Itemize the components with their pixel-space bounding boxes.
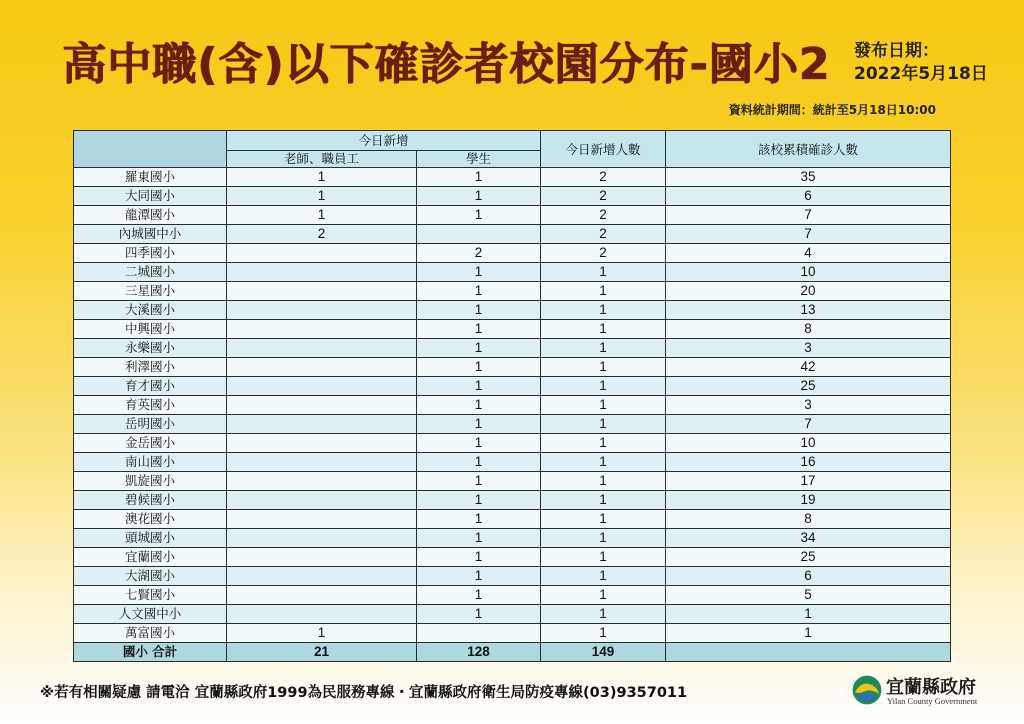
cumulative-count: 19 [666, 491, 951, 510]
table-row [74, 415, 951, 434]
cases-table [73, 130, 951, 662]
student-count: 1 [417, 415, 541, 434]
school-name: 龍潭國小 [74, 206, 227, 225]
school-name: 三星國小 [74, 282, 227, 301]
school-name: 大溪國小 [74, 301, 227, 320]
student-count: 1 [417, 301, 541, 320]
staff-count [227, 320, 417, 339]
staff-count [227, 567, 417, 586]
table-row [74, 548, 951, 567]
school-name: 二城國小 [74, 263, 227, 282]
student-count: 1 [417, 377, 541, 396]
today-count: 2 [541, 244, 666, 263]
staff-count [227, 396, 417, 415]
table-row [74, 339, 951, 358]
student-count: 1 [417, 396, 541, 415]
school-name: 羅東國小 [74, 168, 227, 187]
today-count: 1 [541, 320, 666, 339]
cumulative-count: 1 [666, 624, 951, 643]
school-name: 中興國小 [74, 320, 227, 339]
today-count: 1 [541, 529, 666, 548]
total-label: 國小 合計 [74, 643, 227, 662]
student-count: 1 [417, 529, 541, 548]
cumulative-count: 4 [666, 244, 951, 263]
school-name: 碧候國小 [74, 491, 227, 510]
school-name: 四季國小 [74, 244, 227, 263]
student-count: 1 [417, 168, 541, 187]
today-count: 1 [541, 548, 666, 567]
logo-subtitle: Yilan County Government [887, 696, 978, 706]
today-count: 2 [541, 168, 666, 187]
table-row [74, 453, 951, 472]
cumulative-count: 5 [666, 586, 951, 605]
student-count: 2 [417, 244, 541, 263]
publish-date: 2022年5月18日 [854, 64, 988, 84]
today-count: 2 [541, 225, 666, 244]
student-count: 1 [417, 453, 541, 472]
student-count: 1 [417, 358, 541, 377]
school-name: 凱旋國小 [74, 472, 227, 491]
table-row [74, 624, 951, 643]
publish-info [854, 40, 988, 86]
student-count: 1 [417, 187, 541, 206]
today-count: 2 [541, 206, 666, 225]
student-count: 1 [417, 548, 541, 567]
student-count: 1 [417, 605, 541, 624]
school-name: 萬富國小 [74, 624, 227, 643]
today-count: 1 [541, 396, 666, 415]
staff-count [227, 415, 417, 434]
cumulative-count: 35 [666, 168, 951, 187]
table-row [74, 263, 951, 282]
student-count: 1 [417, 206, 541, 225]
school-name: 利澤國小 [74, 358, 227, 377]
staff-count: 1 [227, 187, 417, 206]
school-name: 南山國小 [74, 453, 227, 472]
staff-count [227, 358, 417, 377]
student-count: 1 [417, 491, 541, 510]
total-today: 149 [541, 643, 666, 662]
cumulative-count: 6 [666, 187, 951, 206]
table-row [74, 206, 951, 225]
today-count: 1 [541, 491, 666, 510]
cumulative-count: 8 [666, 510, 951, 529]
cumulative-header: 該校累積確診人數 [666, 131, 951, 168]
student-count: 1 [417, 586, 541, 605]
staff-count [227, 263, 417, 282]
government-logo [851, 671, 1001, 711]
table-body [74, 168, 951, 643]
staff-count [227, 605, 417, 624]
table-row [74, 586, 951, 605]
staff-count [227, 548, 417, 567]
staff-count [227, 510, 417, 529]
staff-count [227, 339, 417, 358]
cumulative-count: 3 [666, 396, 951, 415]
student-count: 1 [417, 510, 541, 529]
cumulative-count: 25 [666, 377, 951, 396]
staff-count [227, 453, 417, 472]
today-count: 1 [541, 605, 666, 624]
school-name: 永樂國小 [74, 339, 227, 358]
cumulative-count: 10 [666, 263, 951, 282]
today-count: 1 [541, 339, 666, 358]
school-header [74, 131, 227, 168]
today-count: 1 [541, 301, 666, 320]
page-title: 高中職(含)以下確診者校園分布-國小2 [62, 39, 831, 90]
today-count: 1 [541, 282, 666, 301]
total-row [74, 643, 951, 662]
staff-count [227, 377, 417, 396]
cumulative-count: 20 [666, 282, 951, 301]
school-name: 澳花國小 [74, 510, 227, 529]
cumulative-count: 3 [666, 339, 951, 358]
staff-count [227, 472, 417, 491]
staff-count [227, 244, 417, 263]
cumulative-count: 17 [666, 472, 951, 491]
table-row [74, 358, 951, 377]
today-count: 1 [541, 434, 666, 453]
staff-header: 老師、職員工 [227, 151, 417, 168]
today-total-header: 今日新增人數 [541, 131, 666, 168]
school-name: 金岳國小 [74, 434, 227, 453]
table-row [74, 225, 951, 244]
logo-name: 宜蘭縣政府 [886, 677, 976, 698]
cumulative-count: 8 [666, 320, 951, 339]
student-count: 1 [417, 567, 541, 586]
table-row [74, 282, 951, 301]
today-count: 1 [541, 472, 666, 491]
today-count: 1 [541, 415, 666, 434]
cumulative-count: 13 [666, 301, 951, 320]
cumulative-count: 6 [666, 567, 951, 586]
staff-count: 2 [227, 225, 417, 244]
today-count: 1 [541, 567, 666, 586]
today-count: 2 [541, 187, 666, 206]
table-row [74, 529, 951, 548]
school-name: 七賢國小 [74, 586, 227, 605]
today-count: 1 [541, 586, 666, 605]
cumulative-count: 25 [666, 548, 951, 567]
today-count: 1 [541, 358, 666, 377]
yilan-emblem-icon [851, 674, 883, 706]
staff-count: 1 [227, 206, 417, 225]
today-count: 1 [541, 624, 666, 643]
cumulative-count: 42 [666, 358, 951, 377]
school-name: 宜蘭國小 [74, 548, 227, 567]
total-cumulative [666, 643, 951, 662]
today-new-header: 今日新增 [227, 131, 541, 151]
student-count: 1 [417, 472, 541, 491]
staff-count: 1 [227, 624, 417, 643]
cumulative-count: 10 [666, 434, 951, 453]
table-row [74, 491, 951, 510]
student-count [417, 624, 541, 643]
staff-count [227, 529, 417, 548]
school-name: 大湖國小 [74, 567, 227, 586]
table-row [74, 168, 951, 187]
student-count: 1 [417, 263, 541, 282]
total-staff: 21 [227, 643, 417, 662]
table-row [74, 187, 951, 206]
cumulative-count: 7 [666, 225, 951, 244]
school-name: 頭城國小 [74, 529, 227, 548]
today-count: 1 [541, 263, 666, 282]
student-count: 1 [417, 434, 541, 453]
cumulative-count: 1 [666, 605, 951, 624]
student-header: 學生 [417, 151, 541, 168]
staff-count [227, 434, 417, 453]
table-row [74, 434, 951, 453]
publish-label: 發布日期： [854, 41, 939, 61]
table-row [74, 396, 951, 415]
table-row [74, 567, 951, 586]
school-name: 岳明國小 [74, 415, 227, 434]
table-row [74, 510, 951, 529]
footer-note: ※若有相關疑慮 請電洽 宜蘭縣政府1999為民服務專線・宜蘭縣政府衛生局防疫專線(03)9357011 [40, 685, 688, 701]
school-name: 育英國小 [74, 396, 227, 415]
student-count: 1 [417, 282, 541, 301]
cumulative-count: 16 [666, 453, 951, 472]
today-count: 1 [541, 510, 666, 529]
today-count: 1 [541, 377, 666, 396]
cumulative-count: 7 [666, 415, 951, 434]
staff-count: 1 [227, 168, 417, 187]
stat-period: 資料統計期間：統計至5月18日10:00 [728, 103, 936, 117]
school-name: 大同國小 [74, 187, 227, 206]
cumulative-count: 34 [666, 529, 951, 548]
table-row [74, 605, 951, 624]
today-count: 1 [541, 453, 666, 472]
table-row [74, 320, 951, 339]
table-row [74, 301, 951, 320]
school-name: 育才國小 [74, 377, 227, 396]
table-row [74, 472, 951, 491]
school-name: 內城國中小 [74, 225, 227, 244]
table-row [74, 244, 951, 263]
school-name: 人文國中小 [74, 605, 227, 624]
staff-count [227, 301, 417, 320]
student-count: 1 [417, 339, 541, 358]
staff-count [227, 491, 417, 510]
staff-count [227, 282, 417, 301]
total-student: 128 [417, 643, 541, 662]
staff-count [227, 586, 417, 605]
table-row [74, 377, 951, 396]
cumulative-count: 7 [666, 206, 951, 225]
student-count: 1 [417, 320, 541, 339]
student-count [417, 225, 541, 244]
